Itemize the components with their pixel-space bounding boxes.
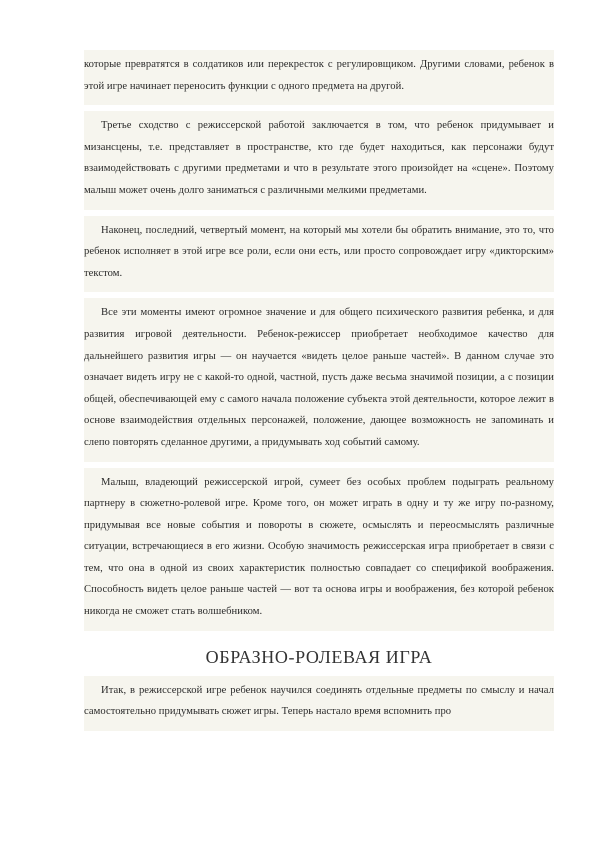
text-block <box>84 216 554 293</box>
paragraph-2: Третье сходство с режиссерской работой заключается в том, что ребенок придумывает и мизансцены, т.е. представляет в пространстве, кто где будет находиться, как персонажи будут взаимодействовать с другими предметами и что в результате этого произойдет на «сцене». Поэтому малыш может очень долго заниматься с различными мелкими предметами. <box>84 120 554 196</box>
text-block <box>84 676 554 731</box>
paragraph-4: Все эти моменты имеют огромное значение и для общего психического развития ребенка, и для развития игровой деятельности. Ребенок-режиссер приобретает необходимое качество для дальнейшего развития игры — он научается «видеть целое раньше частей». В данном случае это означает видеть игру не с какой-то одной, частной, пусть даже весьма значимой позиции, а с позиции общей, обеспечивающей ему с самого начала положение субъекта этой деятельности, которое лежит в основе взаимодействия отдельных персонажей, положение, дающее возможность не запоминать и слепо повторять сделанное другими, а придумывать ход событий самому. <box>84 307 554 448</box>
section-heading: ОБРАЗНО-РОЛЕВАЯ ИГРА <box>205 646 433 667</box>
paragraph-1: которые превратятся в солдатиков или перекресток с регулировщиком. Другими словами, ребенок в этой игре начинает переносить функции с одного предмета на другой. <box>84 59 554 92</box>
paragraph-3: Наконец, последний, четвертый момент, на который мы хотели бы обратить внимание, это то, что ребенок исполняет в этой игре все роли, если они есть, или просто сопровождает игру «дикторским» текстом. <box>84 224 554 279</box>
text-block <box>84 468 554 631</box>
page-content <box>84 50 554 731</box>
text-block <box>84 50 554 105</box>
paragraph-6: Итак, в режиссерской игре ребенок научился соединять отдельные предметы по смыслу и начал самостоятельно придумывать сюжет игры. Теперь настало время вспомнить про <box>84 684 554 718</box>
text-block <box>84 111 554 209</box>
text-block <box>84 298 554 461</box>
paragraph-5: Малыш, владеющий режиссерской игрой, сумеет без особых проблем подыграть реальному партнеру в сюжетно-ролевой игре. Кроме того, он может играть в одну и ту же игру по-разному, придумывая все новые события и повороты в сюжете, осмыслять и переосмыслять различные ситуации, встречающиеся в его жизни. Особую значимость режиссерская игра приобретает в связи с тем, что она в одной из своих характеристик полностью совпадает со спецификой воображения. Способность видеть целое раньше частей — вот та основа игры и воображения, без которой ребенок никогда не сможет стать волшебником. <box>84 476 554 618</box>
